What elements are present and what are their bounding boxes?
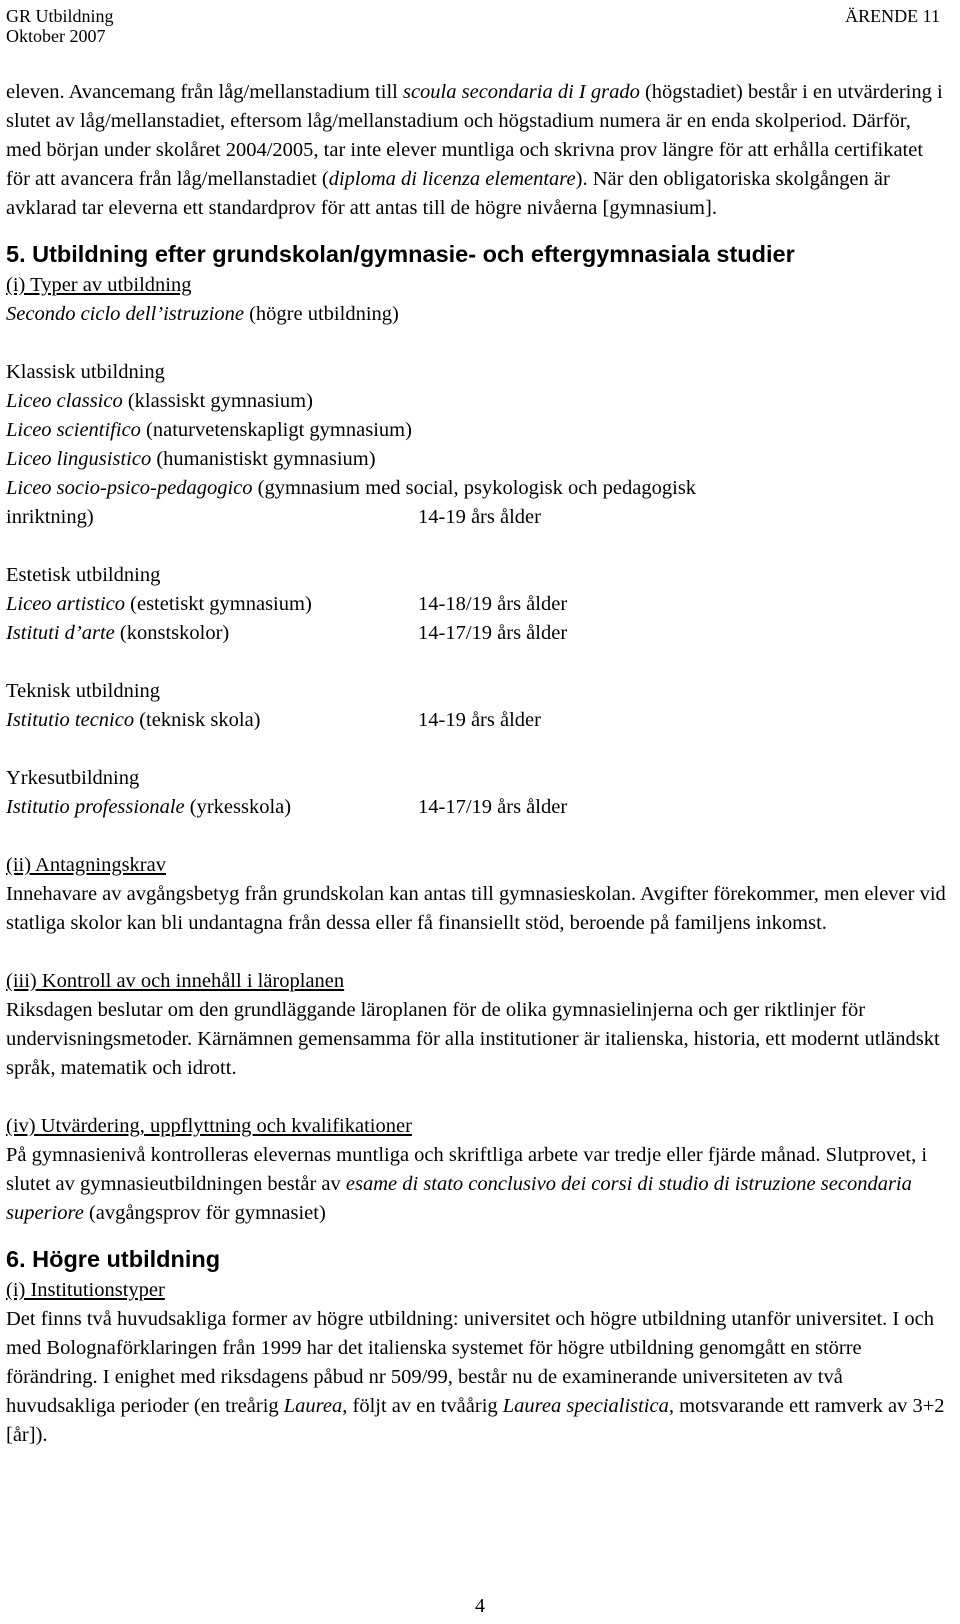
school-name: Istitutio professionale — [6, 796, 185, 818]
ciclo-text: (högre utbildning) — [243, 303, 399, 325]
school-desc: (klassiskt gymnasium) — [122, 390, 313, 412]
higher-education-paragraph — [6, 1305, 946, 1450]
intro-term-a: scoula secondaria di I grado — [402, 81, 640, 103]
klassisk-item — [6, 503, 946, 532]
age-range: 14-19 års ålder — [418, 506, 541, 528]
intro-text-a: eleven. Avancemang från låg/mellanstadium till — [6, 81, 403, 103]
school-name: Istituti d’arte — [6, 622, 115, 644]
estetisk-title: Estetisk utbildning — [6, 564, 161, 586]
ciclo-term: Secondo ciclo dell’istruzione — [6, 303, 244, 325]
evaluation-text-a: På gymnasienivå kontrolleras elevernas muntliga och skriftliga arbete var tredje eller fjärde månad. Slutprovet, i slutet av gymnasieutbildningen består av — [6, 1144, 928, 1195]
school-name: Istitutio tecnico — [6, 709, 135, 731]
school-name: Liceo scientifico — [6, 419, 141, 441]
teknisk-item — [6, 706, 946, 735]
ciclo-line — [6, 300, 946, 329]
evaluation-term: esame di stato conclusivo dei corsi di studio di istruzione secondaria superiore — [6, 1173, 912, 1224]
age-range: 14-18/19 års ålder — [418, 593, 568, 615]
higher-ed-term-b: Laurea specialistica — [502, 1395, 669, 1417]
section-5-subheading-i: (i) Typer av utbildning — [6, 274, 192, 296]
header-title: GR Utbildning — [6, 6, 114, 26]
document-body — [6, 78, 946, 1450]
school-name: Liceo socio-psico-pedagogico — [6, 477, 253, 499]
school-desc: (teknisk skola) — [134, 709, 261, 731]
intro-paragraph — [6, 78, 946, 223]
klassisk-item — [6, 445, 946, 474]
school-desc: (konstskolor) — [114, 622, 230, 644]
klassisk-title: Klassisk utbildning — [6, 361, 165, 383]
evaluation-text-b: (avgångsprov för gymnasiet) — [83, 1202, 326, 1224]
yrkes-item — [6, 793, 946, 822]
section-5-subheading-ii: (ii) Antagningskrav — [6, 854, 166, 876]
higher-ed-term-a: Laurea — [283, 1395, 343, 1417]
school-desc: (estetiskt gymnasium) — [125, 593, 312, 615]
school-name: Liceo classico — [6, 390, 123, 412]
yrkes-title: Yrkesutbildning — [6, 767, 140, 789]
evaluation-paragraph — [6, 1141, 946, 1228]
teknisk-title: Teknisk utbildning — [6, 680, 161, 702]
section-5-subheading-iv: (iv) Utvärdering, uppflyttning och kvalifikationer — [6, 1115, 412, 1137]
estetisk-item — [6, 619, 946, 648]
school-desc: (yrkesskola) — [184, 796, 292, 818]
intro-text-b: (högstadiet) består i en utvärdering i slutet av låg/mellanstadiet, eftersom låg/mellanstadium och högstadium numera är en enda skolperiod. Därför, med början under skolåret 2004/2005, tar inte elever muntliga och skrivna prov längre för att erhålla certifikatet för att avancera från låg/mellanstadiet ( — [6, 81, 943, 190]
school-desc: (gymnasium med social, psykologisk och pedagogisk — [252, 477, 697, 499]
estetisk-item — [6, 590, 946, 619]
intro-term-b: diploma di licenza elementare — [328, 168, 576, 190]
higher-ed-text-b: , följt av en tvåårig — [342, 1395, 503, 1417]
page-number: 4 — [475, 1595, 485, 1617]
klassisk-item — [6, 387, 946, 416]
higher-ed-text-c: , motsvarande ett ramverk av 3+2 [år]). — [6, 1395, 945, 1446]
curriculum-paragraph: Riksdagen beslutar om den grundläggande läroplanen för de olika gymnasielinjerna och ger riktlinjer för undervisningsmetoder. Kärnämnen gemensamma för alla institutioner är italienska, historia, ett modernt utländskt språk, matematik och idrott. — [6, 999, 940, 1079]
higher-ed-text-a: Det finns två huvudsakliga former av högre utbildning: universitet och högre utbildning utanför universitet. I och med Bolognaförklaringen från 1999 har det italienska systemet för högre utbildning genomgått en större förändring. I enighet med riksdagens påbud nr 509/99, består nu de examinerande universiteten av två huvudsakliga perioder (en treårig — [6, 1308, 934, 1417]
school-desc: (humanistiskt gymnasium) — [151, 448, 376, 470]
section-6-heading: 6. Högre utbildning — [6, 1246, 221, 1272]
age-range: 14-17/19 års ålder — [418, 796, 568, 818]
age-range: 14-17/19 års ålder — [418, 622, 568, 644]
section-5-subheading-iii: (iii) Kontroll av och innehåll i läroplanen — [6, 970, 345, 992]
header-case-label: ÄRENDE 11 — [845, 6, 940, 26]
header-left — [6, 6, 114, 46]
intro-text-c: ). När den obligatoriska skolgången är avklarad tar eleverna ett standardprov för att antas till de högre nivåerna [gymnasium]. — [6, 168, 890, 219]
klassisk-item — [6, 416, 946, 445]
klassisk-item — [6, 474, 946, 503]
section-5-heading: 5. Utbildning efter grundskolan/gymnasie- och eftergymnasiala studier — [6, 241, 795, 267]
admission-paragraph: Innehavare av avgångsbetyg från grundskolan kan antas till gymnasieskolan. Avgifter förekommer, men elever vid statliga skolor kan bli undantagna från dessa eller få finansiellt stöd, beroende på familjens inkomst. — [6, 883, 946, 934]
school-desc: (naturvetenskapligt gymnasium) — [140, 419, 412, 441]
school-name: Liceo artistico — [6, 593, 126, 615]
header-date: Oktober 2007 — [6, 26, 106, 46]
section-6-subheading-i: (i) Institutionstyper — [6, 1279, 165, 1301]
school-desc: inriktning) — [6, 506, 94, 528]
school-name: Liceo lingusistico — [6, 448, 152, 470]
age-range: 14-19 års ålder — [418, 709, 541, 731]
